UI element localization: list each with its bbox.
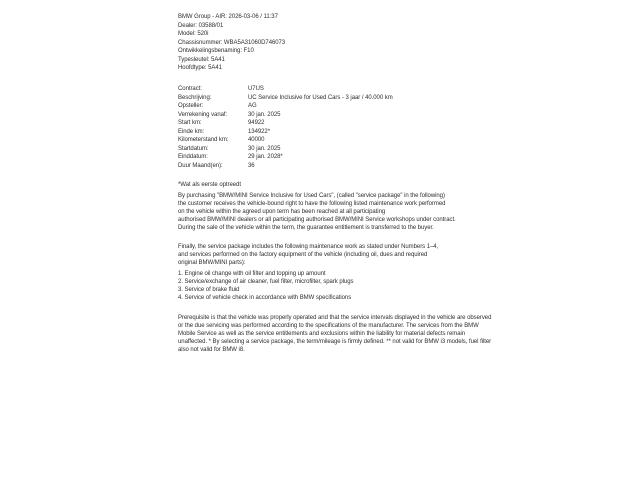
author-label: Opsteller: (178, 103, 204, 109)
header-line-typekey: Typesleutel: 5A41 (178, 56, 225, 63)
header-line-model: Model: 520i (178, 31, 209, 37)
odometer-label: Kilometerstand km: (178, 137, 229, 143)
paragraph-line: on the vehicle within the agreed upon term has been reached at all participating (178, 209, 386, 215)
start-date-value: 30 jan. 2025 (248, 145, 281, 152)
end-date-label: Einddatum: (178, 154, 208, 160)
header-line-group-air: BMW Group - AIR: 2026-03-06 / 11:37 (178, 14, 278, 20)
paragraph-line: and services performed on the factory equipment of the vehicle (including oil, dues and required (178, 252, 428, 258)
terms-paragraph-1 (178, 192, 456, 232)
table-row (178, 102, 393, 111)
list-item: 2. Service/exchange of air cleaner, fuel filter, microfilter, spark plugs (178, 279, 354, 285)
terms-paragraph-3 (178, 314, 491, 354)
table-row (178, 85, 393, 94)
table-row (178, 128, 393, 137)
start-km-label: Start km: (178, 120, 202, 126)
duration-months-label: Duur Maand(en): (178, 162, 223, 169)
list-item: 1. Engine oil change with oil filter and topping up amount (178, 271, 326, 277)
terms-paragraph-2 (178, 243, 438, 267)
table-row (178, 119, 393, 128)
paragraph-line: During the sale of the vehicle within the term, the guarantee entitlement is transferred to the buyer. (178, 225, 434, 231)
header-line-chassis: Chassisnummer: WBA5A31060D746073 (178, 39, 286, 46)
maintenance-service-list (178, 270, 353, 302)
paragraph-line: or the due servicing was performed according to the specifications of the manufacturer. The services from the BMW (178, 323, 479, 329)
paragraph-line: By purchasing "BMW/MINI Service Inclusive for Used Cars", (called "service package" in the following) (178, 193, 445, 199)
header-line-development: Ontwikkelingsbenaming: F10 (178, 48, 254, 54)
header-line-dealer: Dealer: 03588/01 (178, 22, 224, 29)
end-date-value: 29 jan. 2028* (248, 154, 283, 160)
description-label: Beschrijving: (178, 94, 212, 101)
list-item: 3. Service of brake fluid (178, 287, 240, 293)
start-km-value: 94922 (248, 120, 265, 126)
footnote-block (178, 181, 241, 190)
start-date-label: Startdatum: (178, 145, 209, 152)
header-line-maintype: Hoofdtype: 5A41 (178, 65, 222, 71)
footnote-text: *Wat als eerste optreedt (178, 182, 241, 188)
table-row (178, 145, 393, 154)
contract-details-table (178, 85, 393, 170)
contract-value: U7US (248, 86, 264, 92)
contract-label: Contract: (178, 86, 202, 92)
table-row (178, 94, 393, 103)
duration-months-value: 36 (248, 162, 255, 169)
author-value: AG (248, 103, 257, 109)
vehicle-header-block (178, 13, 285, 73)
end-km-label: Einde km: (178, 128, 205, 135)
end-km-value: 134922* (248, 128, 271, 135)
paragraph-line: the customer receives the vehicle-bound right to have the following listed maintenance work performed (178, 201, 446, 207)
table-row (178, 136, 393, 145)
paragraph-line: unaffected. * By selecting a service package, the term/mileage is firmly defined. ** not valid for BMW i3 models, fuel filter (178, 339, 492, 345)
table-row (178, 162, 393, 171)
table-row (178, 153, 393, 162)
paragraph-line: Prerequisite is that the vehicle was properly operated and that the service intervals displayed in the vehicle are observed (178, 315, 492, 321)
paragraph-line: authorised BMW/MINI dealers or all participating authorised BMW/MINI Service workshops under contract. (178, 217, 456, 223)
paragraph-line: Finally, the service package includes the following maintenance work as stated under Numbers 1–4, (178, 244, 439, 250)
list-item: 4. Service of vehicle check in accordance with BMW specifications (178, 295, 352, 301)
table-row (178, 111, 393, 120)
settlement-from-value: 30 jan. 2025 (248, 111, 281, 118)
paragraph-line: original BMW/MINI parts): (178, 260, 246, 266)
description-value: UC Service Inclusive for Used Cars - 3 jaar / 40.000 km (248, 94, 393, 101)
paragraph-line: Mobile Service as well as the service entitlements and exclusions within the liability for material defects remain (178, 331, 466, 337)
odometer-value: 40000 (248, 137, 265, 143)
settlement-from-label: Verrekening vanaf: (178, 111, 228, 118)
paragraph-line: also not valid for BMW i8. (178, 347, 245, 353)
